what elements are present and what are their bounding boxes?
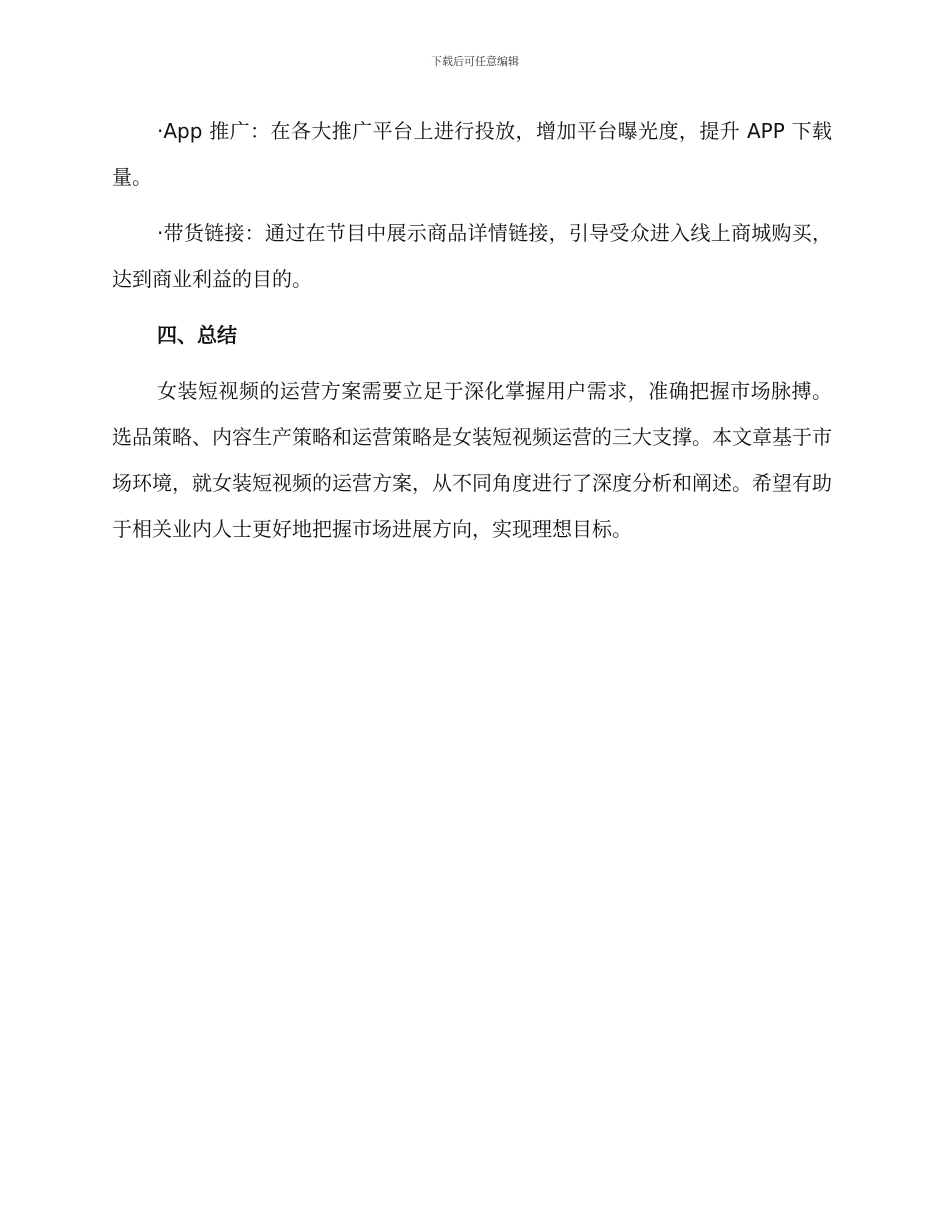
page-header: 下载后可任意编辑: [431, 55, 519, 68]
summary-paragraph: 女装短视频的运营方案需要立足于深化掌握用户需求，准确把握市场脉搏。选品策略、内容生产策略和运营策略是女装短视频运营的三大支撑。本文章基于市场环境，就女装短视频的运营方案，从不同角度进行了深度分析和阐述。希望有助于相关业内人士更好地把握市场进展方向，实现理想目标。: [112, 379, 832, 541]
document-body: [112, 108, 832, 552]
bullet-app-promotion: ·App 推广：在各大推广平台上进行投放，增加平台曝光度，提升 APP 下载量。: [112, 119, 832, 189]
bullet-sales-link: ·带货链接：通过在节目中展示商品详情链接，引导受众进入线上商城购买，达到商业利益的目的。: [112, 221, 832, 291]
section-heading-summary: 四、总结: [157, 323, 237, 347]
